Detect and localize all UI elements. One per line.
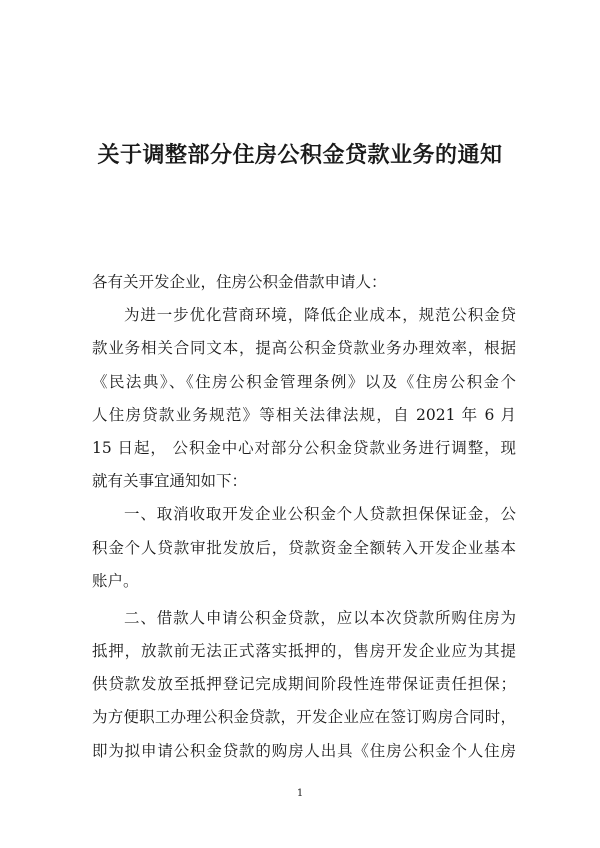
paragraph-line: 一、取消收取开发企业公积金个人贷款担保保证金，公 — [124, 505, 516, 524]
paragraph-line: 积金个人贷款审批发放后，贷款资金全额转入开发企业基本 — [92, 538, 516, 557]
paragraph-line: 15 日起， 公积金中心对部分公积金贷款业务进行调整，现 — [92, 438, 516, 457]
paragraph-line: 就有关事宜通知如下： — [92, 472, 248, 491]
salutation: 各有关开发企业，住房公积金借款申请人： — [92, 273, 387, 291]
paragraph-line: 账户。 — [92, 571, 139, 590]
document-title: 关于调整部分住房公积金贷款业务的通知 — [97, 143, 503, 168]
paragraph-line: 人住房贷款业务规范》等相关法律法规，自 2021 年 6 月 — [92, 405, 516, 424]
paragraph-3 — [92, 602, 516, 768]
page-number: 1 — [296, 788, 304, 799]
paragraph-line: 《民法典》、《住房公积金管理条例》以及《住房公积金个 — [92, 372, 516, 391]
paragraph-line: 为方便职工办理公积金贷款，开发企业应在签订购房合同时， — [92, 708, 516, 727]
document-body — [92, 266, 516, 768]
paragraph-line: 供贷款发放至抵押登记完成期间阶段性连带保证责任担保； — [92, 675, 516, 694]
paragraph-2 — [92, 498, 516, 598]
paragraph-line: 即为拟申请公积金贷款的购房人出具《住房公积金个人住房 — [92, 741, 516, 760]
paragraph-line: 二、借款人申请公积金贷款，应以本次贷款所购住房为 — [124, 608, 516, 627]
paragraph-line: 抵押，放款前无法正式落实抵押的，售房开发企业应为其提 — [92, 642, 516, 661]
paragraph-line: 款业务相关合同文本，提高公积金贷款业务办理效率，根据 — [92, 339, 516, 358]
paragraph-1 — [92, 299, 516, 498]
paragraph-line: 为进一步优化营商环境，降低企业成本，规范公积金贷 — [124, 306, 516, 325]
